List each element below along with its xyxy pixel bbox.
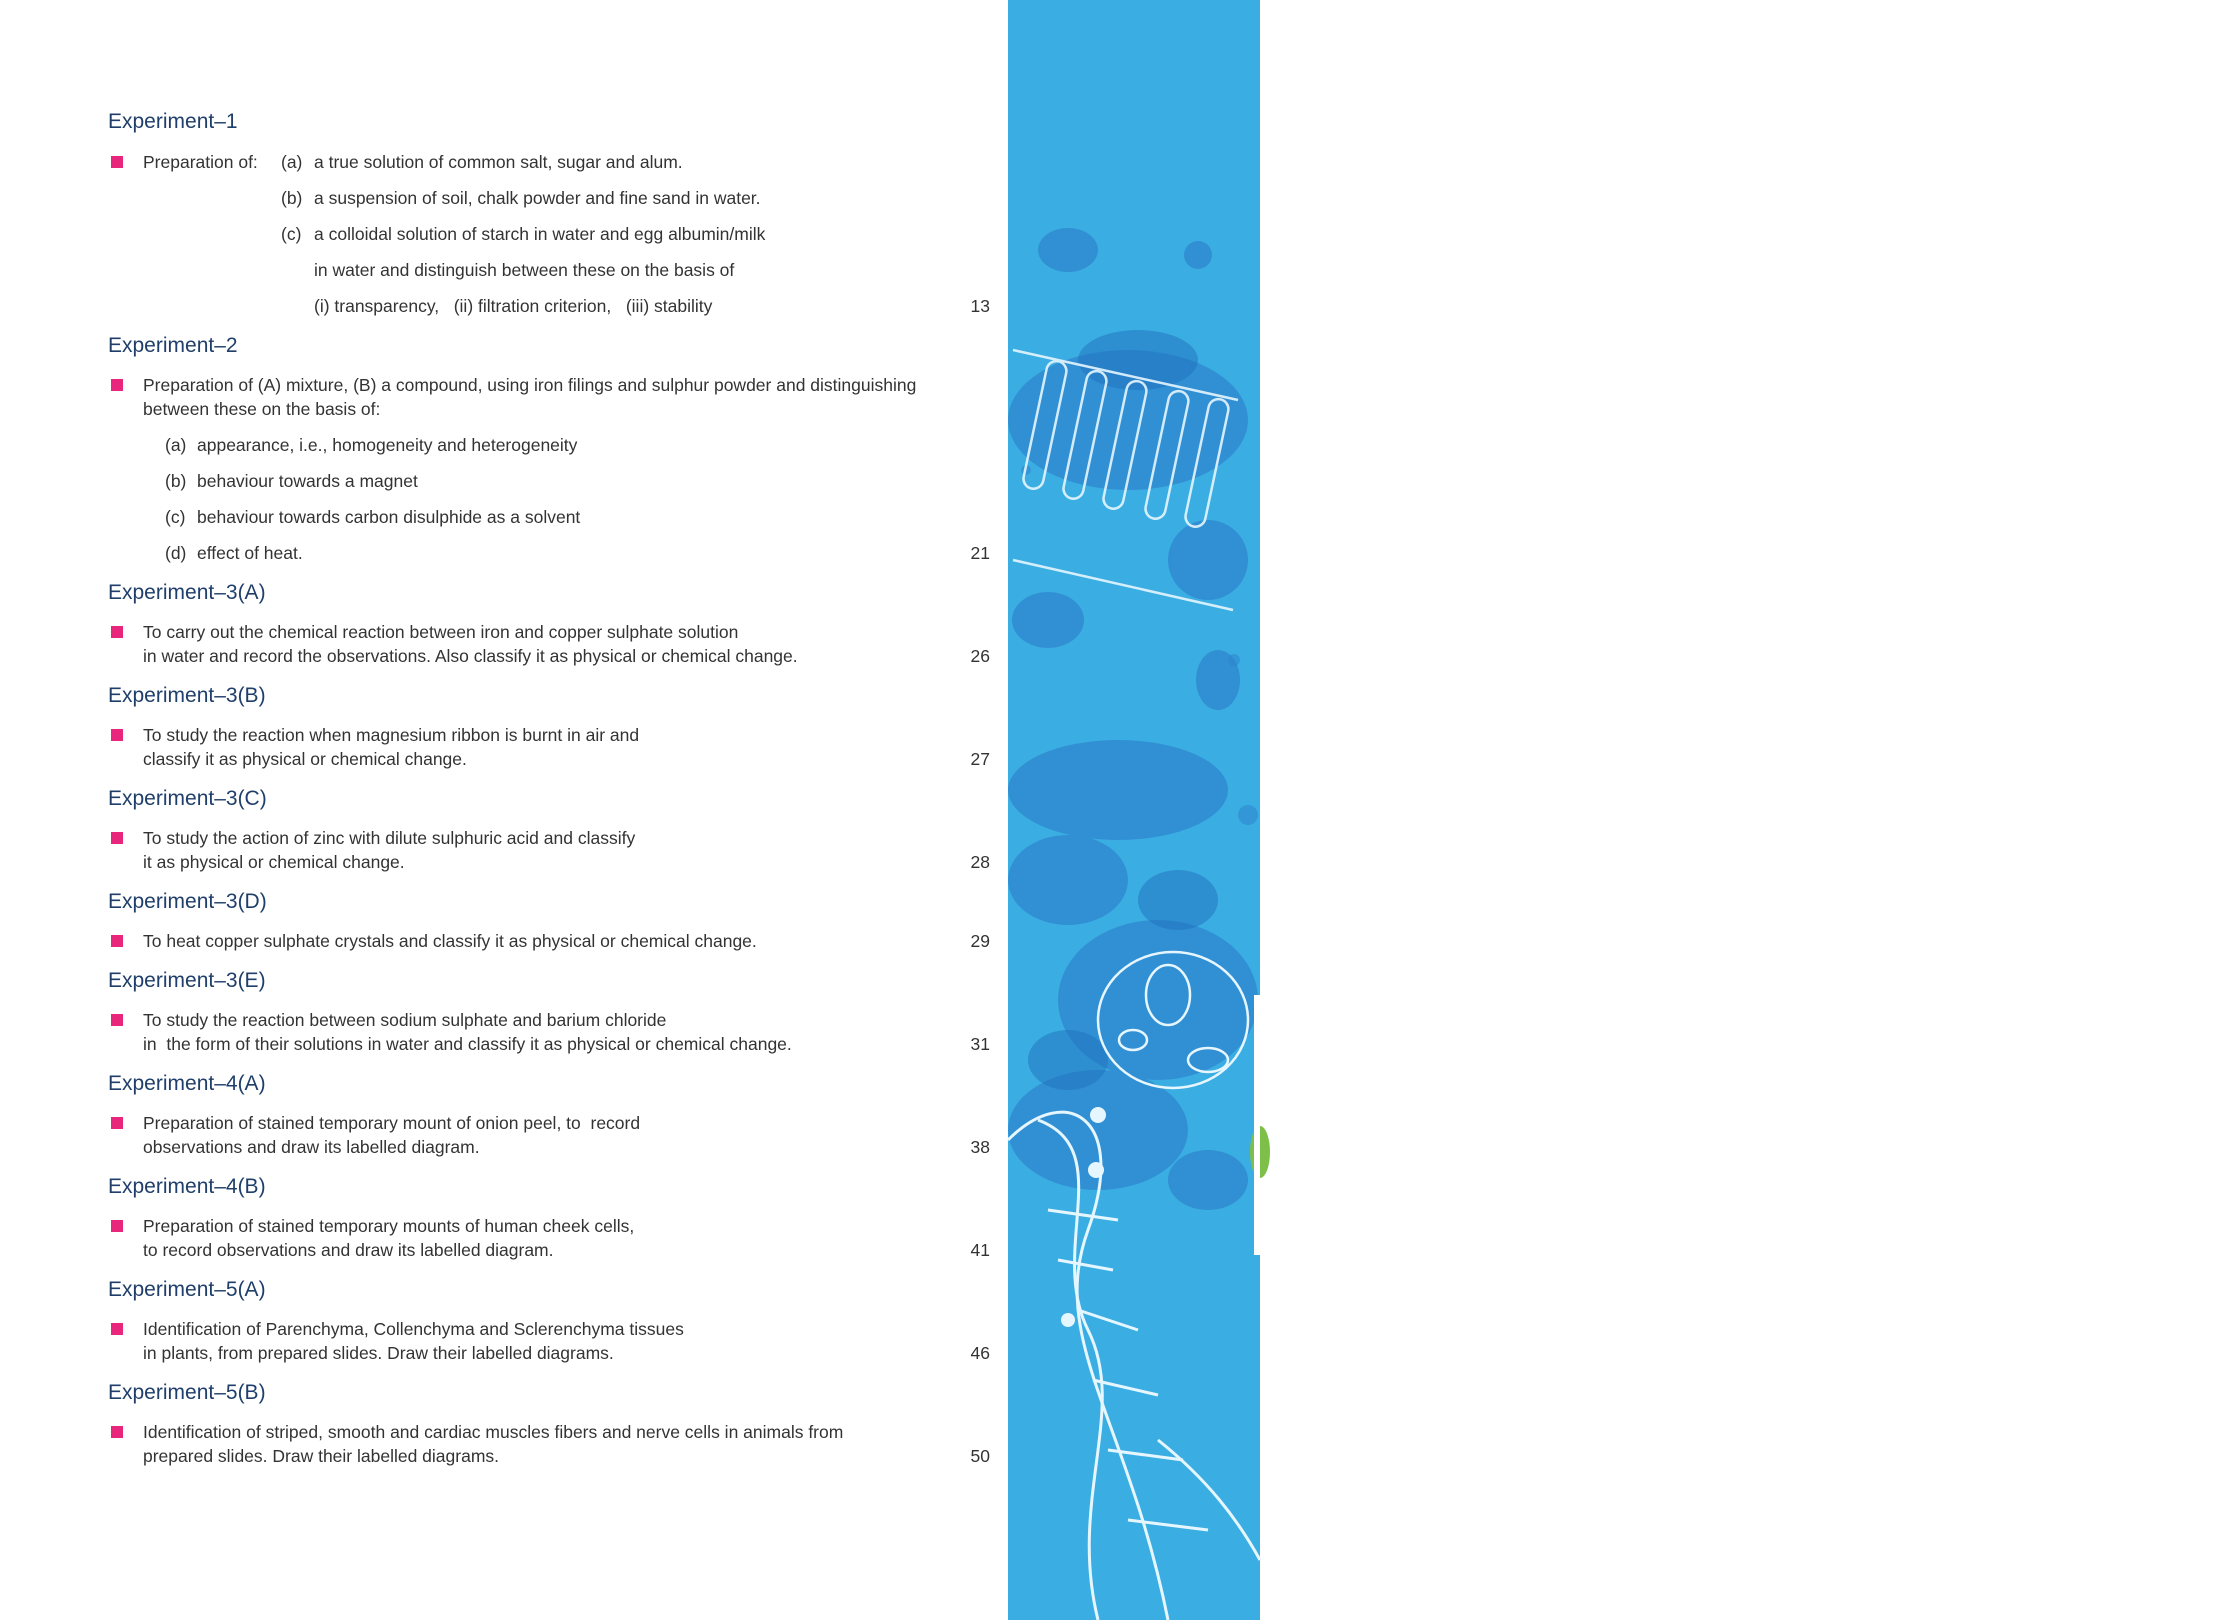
- entry-text: behaviour towards carbon disulphide as a solvent: [197, 507, 581, 527]
- entry-heading-experiment-5a: Experiment–5(A): [108, 1278, 266, 1301]
- entry-text: (i) transparency, (ii) filtration criterion, (iii) stability: [314, 296, 713, 316]
- page-number: 41: [970, 1240, 990, 1260]
- page-number: 27: [970, 749, 990, 769]
- entry-text: Preparation of:: [143, 152, 258, 172]
- entry-text: a colloidal solution of starch in water and egg albumin/milk: [314, 224, 766, 244]
- item-marker: (c): [165, 507, 186, 527]
- bullet-icon: [111, 1323, 123, 1335]
- decorative-side-panel: [1008, 0, 2240, 1620]
- bullet-icon: [111, 1220, 123, 1232]
- entry-text: Preparation of stained temporary mounts of human cheek cells,: [143, 1216, 635, 1236]
- bullet-icon: [111, 729, 123, 741]
- entry-heading-experiment-4a: Experiment–4(A): [108, 1072, 266, 1095]
- entry-text: in water and record the observations. Also classify it as physical or chemical change.: [143, 646, 798, 666]
- entry-heading-experiment-3b: Experiment–3(B): [108, 684, 266, 707]
- page-number: 29: [970, 931, 990, 951]
- entry-text: To study the reaction between sodium sulphate and barium chloride: [143, 1010, 667, 1030]
- entry-text: it as physical or chemical change.: [143, 852, 405, 872]
- page-number: 13: [970, 296, 990, 316]
- bullet-icon: [111, 156, 123, 168]
- entry-heading-experiment-5b: Experiment–5(B): [108, 1381, 266, 1404]
- entry-text: between these on the basis of:: [143, 399, 381, 419]
- watercolor-background: [1008, 0, 1260, 1620]
- bullet-icon: [111, 1426, 123, 1438]
- entry-text: To carry out the chemical reaction between iron and copper sulphate solution: [143, 622, 739, 642]
- entry-heading-experiment-3e: Experiment–3(E): [108, 969, 266, 992]
- page-number: 26: [970, 646, 990, 666]
- entry-text: a true solution of common salt, sugar and alum.: [314, 152, 683, 172]
- bullet-icon: [111, 1117, 123, 1129]
- entry-text: prepared slides. Draw their labelled diagrams.: [143, 1446, 500, 1466]
- entry-heading-experiment-2: Experiment–2: [108, 334, 238, 357]
- bullet-icon: [111, 379, 123, 391]
- entry-text: To heat copper sulphate crystals and classify it as physical or chemical change.: [143, 931, 757, 951]
- entry-text: Preparation of stained temporary mount of onion peel, to record: [143, 1113, 641, 1133]
- page-number: 31: [970, 1034, 990, 1054]
- entry-text: in plants, from prepared slides. Draw their labelled diagrams.: [143, 1343, 614, 1363]
- entry-heading-experiment-3c: Experiment–3(C): [108, 787, 267, 810]
- entry-text: To study the reaction when magnesium ribbon is burnt in air and: [143, 725, 640, 745]
- entry-text: Identification of Parenchyma, Collenchyma and Sclerenchyma tissues: [143, 1319, 684, 1339]
- entry-text: classify it as physical or chemical change.: [143, 749, 467, 769]
- item-marker: (d): [165, 543, 187, 563]
- page-number: 50: [970, 1446, 990, 1466]
- entry-heading-experiment-1: Experiment–1: [108, 110, 238, 133]
- entry-text: in the form of their solutions in water and classify it as physical or chemical change.: [143, 1034, 792, 1054]
- page-number: 46: [970, 1343, 990, 1363]
- page-number: 28: [970, 852, 990, 872]
- item-marker: (c): [281, 224, 302, 244]
- entry-text: Identification of striped, smooth and cardiac muscles fibers and nerve cells in animals from: [143, 1422, 844, 1442]
- contents-vertical-title: CONTENTS: [2044, 70, 2240, 1054]
- page-number: 21: [970, 543, 990, 563]
- entry-text: effect of heat.: [197, 543, 303, 563]
- entry-heading-experiment-4b: Experiment–4(B): [108, 1175, 266, 1198]
- entry-text: in water and distinguish between these on the basis of: [314, 260, 735, 280]
- entry-text: to record observations and draw its labelled diagram.: [143, 1240, 554, 1260]
- bullet-icon: [111, 1014, 123, 1026]
- bullet-icon: [111, 832, 123, 844]
- entry-text: behaviour towards a magnet: [197, 471, 418, 491]
- item-marker: (b): [281, 188, 303, 208]
- bullet-icon: [111, 626, 123, 638]
- item-marker: (b): [165, 471, 187, 491]
- bullet-icon: [111, 935, 123, 947]
- entry-text: To study the action of zinc with dilute sulphuric acid and classify: [143, 828, 636, 848]
- page-number: 38: [970, 1137, 990, 1157]
- entry-text: Preparation of (A) mixture, (B) a compound, using iron filings and sulphur powder and distinguishing: [143, 375, 917, 395]
- item-marker: (a): [165, 435, 187, 455]
- item-marker: (a): [281, 152, 303, 172]
- entry-heading-experiment-3d: Experiment–3(D): [108, 890, 267, 913]
- entry-text: observations and draw its labelled diagram.: [143, 1137, 480, 1157]
- entry-text: a suspension of soil, chalk powder and fine sand in water.: [314, 188, 761, 208]
- entry-text: appearance, i.e., homogeneity and heterogeneity: [197, 435, 578, 455]
- entry-heading-experiment-3a: Experiment–3(A): [108, 581, 266, 604]
